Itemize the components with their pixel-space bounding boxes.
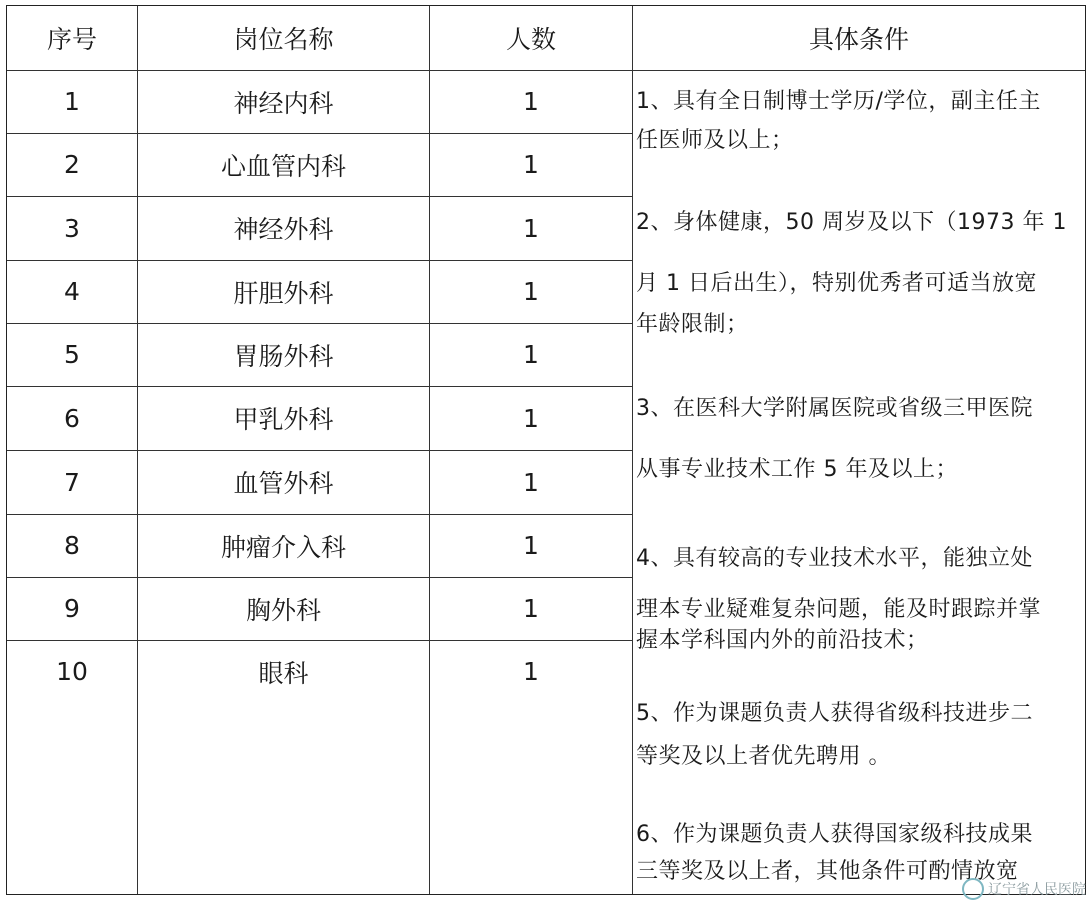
row-seq: 3 <box>64 213 80 243</box>
column-divider <box>632 6 633 894</box>
row-seq: 9 <box>64 594 80 623</box>
row-position-name: 神经内科 <box>233 88 334 118</box>
row-count: 1 <box>523 340 539 369</box>
row-seq: 7 <box>64 467 80 497</box>
condition-line: 从事专业技术工作 5 年及以上； <box>636 457 958 482</box>
header-seq: 序号 <box>46 25 97 54</box>
row-count: 1 <box>523 87 539 116</box>
hospital-watermark <box>962 878 1086 900</box>
condition-line: 3、在医科大学附属医院或省级三甲医院 <box>636 396 1033 421</box>
row-seq: 2 <box>64 150 80 179</box>
row-count: 1 <box>523 213 539 243</box>
row-position-name: 胃肠外科 <box>233 341 334 371</box>
header-position-name: 岗位名称 <box>233 25 334 54</box>
condition-4 <box>636 543 1076 656</box>
condition-line: 理本专业疑难复杂问题，能及时跟踪并掌 <box>636 597 1042 622</box>
row-position-name: 神经外科 <box>233 215 334 244</box>
header-count: 人数 <box>505 25 556 54</box>
row-position-name: 肝胆外科 <box>233 278 334 308</box>
condition-line: 等奖及以上者优先聘用 。 <box>636 744 891 769</box>
row-count: 1 <box>523 467 539 497</box>
row-count: 1 <box>523 150 539 179</box>
row-count: 1 <box>523 403 539 433</box>
row-seq: 4 <box>64 277 80 306</box>
header-conditions: 具体条件 <box>808 25 909 54</box>
row-position-name: 眼科 <box>258 658 309 688</box>
condition-5 <box>636 698 1076 772</box>
condition-line: 1、具有全日制博士学历/学位，副主任主 <box>636 89 1041 114</box>
condition-line: 三等奖及以上者，其他条件可酌情放宽 <box>636 859 1019 884</box>
row-position-name: 甲乳外科 <box>233 405 334 434</box>
row-count: 1 <box>523 594 539 623</box>
row-seq: 10 <box>56 657 88 686</box>
row-seq: 5 <box>64 340 80 369</box>
row-position-name: 心血管内科 <box>220 151 346 181</box>
condition-1 <box>636 86 1076 156</box>
watermark-text: 辽宁省人民医院 <box>988 882 1086 898</box>
row-count: 1 <box>523 657 539 686</box>
condition-line: 6、作为课题负责人获得国家级科技成果 <box>636 822 1033 847</box>
row-position-name: 胸外科 <box>245 595 321 625</box>
row-seq: 6 <box>64 403 80 433</box>
condition-line: 任医师及以上； <box>636 128 794 153</box>
condition-line: 握本学科国内外的前沿技术； <box>636 628 929 653</box>
row-seq: 8 <box>64 531 80 560</box>
condition-6 <box>636 819 1076 887</box>
row-position-name: 血管外科 <box>233 469 334 498</box>
condition-line: 年龄限制； <box>636 312 749 337</box>
condition-line: 月 1 日后出生），特别优秀者可适当放宽 <box>636 271 1037 296</box>
row-seq: 1 <box>64 87 80 116</box>
condition-line: 5、作为课题负责人获得省级科技进步二 <box>636 701 1033 726</box>
condition-3 <box>636 393 1076 485</box>
condition-line: 2、身体健康，50 周岁及以下（1973 年 1 <box>636 210 1067 235</box>
condition-2 <box>636 207 1076 340</box>
row-position-name: 肿瘤介入科 <box>220 532 346 562</box>
condition-line: 4、具有较高的专业技术水平，能独立处 <box>636 546 1033 571</box>
row-count: 1 <box>523 531 539 560</box>
hospital-logo-icon <box>962 878 984 900</box>
row-count: 1 <box>523 277 539 306</box>
